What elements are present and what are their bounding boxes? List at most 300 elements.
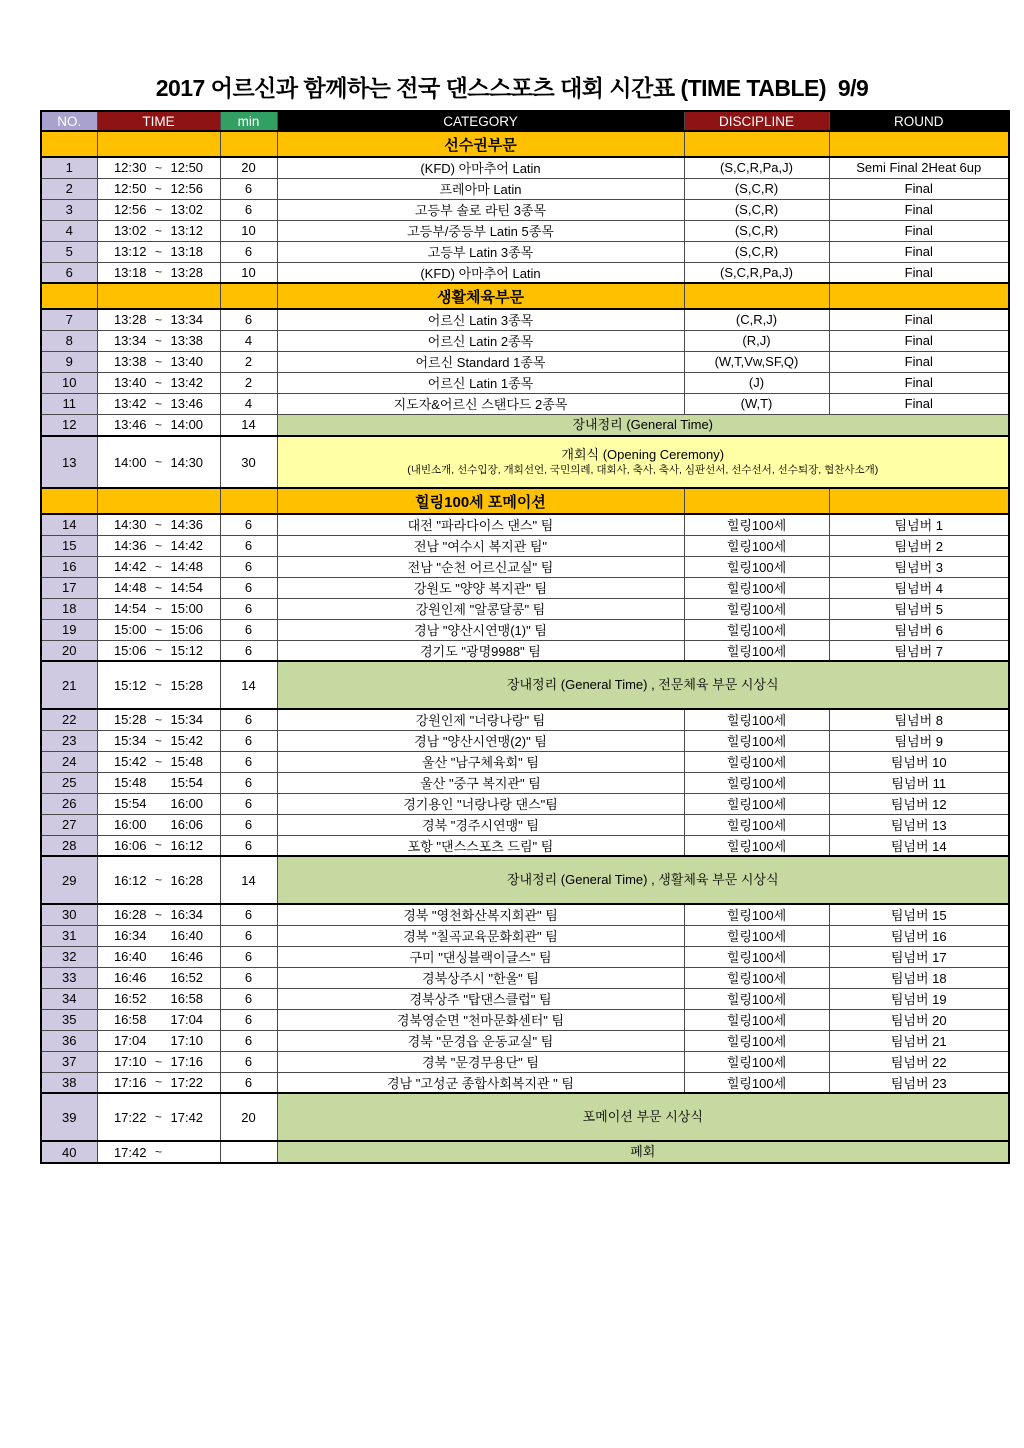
cell-time [97, 1009, 220, 1030]
time-start: 17:10 [113, 1054, 147, 1069]
cell-no: 30 [41, 904, 97, 925]
table-row [41, 856, 1009, 904]
cell-discipline: 힐링100세 [684, 814, 829, 835]
time-range [98, 838, 220, 853]
cell-round: Final [829, 220, 1009, 241]
cell-round: 팀넘버 1 [829, 514, 1009, 535]
time-start: 16:34 [113, 928, 147, 943]
time-range [98, 907, 220, 922]
cell-category: 전남 "순천 어르신교실" 팀 [277, 556, 684, 577]
section-row [41, 131, 1009, 157]
cell-discipline: (J) [684, 372, 829, 393]
cell-no: 7 [41, 309, 97, 330]
cell-category: (KFD) 아마추어 Latin [277, 262, 684, 283]
cell-round: 팀넘버 9 [829, 730, 1009, 751]
merged-main-text: 장내정리 (General Time) [572, 416, 714, 432]
cell-time [97, 772, 220, 793]
time-range [98, 181, 220, 196]
cell-min: 6 [220, 946, 277, 967]
col-header-no: NO. [41, 111, 97, 131]
cell-category: 경북 "문경무용단" 팀 [277, 1051, 684, 1072]
cell-min: 6 [220, 730, 277, 751]
merged-main-text: 개회식 (Opening Ceremony) [561, 447, 725, 463]
table-row [41, 619, 1009, 640]
cell-time [97, 309, 220, 330]
cell-round: 팀넘버 15 [829, 904, 1009, 925]
time-end: 16:58 [170, 991, 204, 1006]
cell-round: 팀넘버 3 [829, 556, 1009, 577]
time-end: 13:46 [170, 396, 204, 411]
cell-time [97, 640, 220, 661]
merged-main-text: 장내정리 (General Time) , 전문체육 부문 시상식 [506, 677, 779, 693]
cell-time [97, 262, 220, 283]
cell-no [41, 131, 97, 157]
cell-no: 4 [41, 220, 97, 241]
table-row [41, 393, 1009, 414]
cell-no: 5 [41, 241, 97, 262]
time-range [98, 559, 220, 574]
time-range [98, 244, 220, 259]
time-end: 17:04 [170, 1012, 204, 1027]
cell-round: 팀넘버 4 [829, 577, 1009, 598]
page-title: 2017 어르신과 함께하는 전국 댄스스포츠 대회 시간표 (TIME TABLE) 9/9 [155, 75, 869, 101]
time-separator: ~ [154, 265, 162, 280]
cell-no: 25 [41, 772, 97, 793]
time-start: 16:46 [113, 970, 147, 985]
cell-time [97, 793, 220, 814]
section-row [41, 488, 1009, 514]
cell-min: 6 [220, 814, 277, 835]
cell-merged [277, 661, 1009, 709]
time-end: 13:18 [170, 244, 204, 259]
time-separator: ~ [154, 678, 162, 692]
cell-no: 32 [41, 946, 97, 967]
cell-min: 10 [220, 262, 277, 283]
time-start: 15:34 [113, 733, 147, 748]
cell-time [97, 372, 220, 393]
cell-no: 8 [41, 330, 97, 351]
table-row [41, 709, 1009, 730]
time-start: 13:46 [113, 417, 147, 433]
cell-time [97, 904, 220, 925]
table-row [41, 751, 1009, 772]
cell-round: 팀넘버 20 [829, 1009, 1009, 1030]
cell-category: 고등부 Latin 3종목 [277, 241, 684, 262]
cell-no: 12 [41, 414, 97, 436]
time-range [98, 643, 220, 658]
cell-category: 경북영순면 "천마문화센터" 팀 [277, 1009, 684, 1030]
time-separator: ~ [154, 417, 162, 432]
cell-category: 강원인제 "너랑나랑" 팀 [277, 709, 684, 730]
time-start: 15:00 [113, 622, 147, 637]
cell-time [97, 330, 220, 351]
cell-discipline: 힐링100세 [684, 904, 829, 925]
time-range [98, 1033, 220, 1048]
cell-discipline: 힐링100세 [684, 709, 829, 730]
cell-round: 팀넘버 6 [829, 619, 1009, 640]
cell-no: 21 [41, 661, 97, 709]
timetable [40, 110, 1010, 1164]
cell-min: 20 [220, 1093, 277, 1141]
cell-discipline: (S,C,R) [684, 178, 829, 199]
cell-round: 팀넘버 13 [829, 814, 1009, 835]
time-end: 15:42 [170, 733, 204, 748]
time-start: 16:06 [113, 837, 147, 853]
cell-no: 27 [41, 814, 97, 835]
cell-discipline: 힐링100세 [684, 577, 829, 598]
cell-no: 23 [41, 730, 97, 751]
cell-no: 39 [41, 1093, 97, 1141]
time-separator: ~ [154, 1110, 162, 1124]
time-range [98, 396, 220, 411]
time-end: 16:06 [170, 817, 204, 832]
cell-no: 19 [41, 619, 97, 640]
time-range [98, 375, 220, 390]
cell-discipline: 힐링100세 [684, 640, 829, 661]
cell-min: 6 [220, 640, 277, 661]
cell-no: 3 [41, 199, 97, 220]
time-start: 14:36 [113, 538, 147, 553]
time-end: 16:00 [170, 796, 204, 811]
time-end: 17:10 [170, 1033, 204, 1048]
cell-discipline: 힐링100세 [684, 1009, 829, 1030]
cell-min: 6 [220, 309, 277, 330]
time-start: 14:54 [113, 601, 147, 616]
cell-time [97, 1093, 220, 1141]
time-start: 13:42 [113, 396, 147, 411]
table-row [41, 514, 1009, 535]
cell-discipline: (S,C,R,Pa,J) [684, 262, 829, 283]
cell-min [220, 283, 277, 309]
cell-no: 16 [41, 556, 97, 577]
time-start: 15:06 [113, 642, 147, 658]
cell-round: Final [829, 309, 1009, 330]
time-range [98, 733, 220, 748]
time-start: 14:42 [113, 559, 147, 574]
cell-round: 팀넘버 10 [829, 751, 1009, 772]
cell-round: 팀넘버 7 [829, 640, 1009, 661]
cell-discipline: (W,T) [684, 393, 829, 414]
time-range [98, 223, 220, 238]
cell-category: 경북상주시 "한울" 팀 [277, 967, 684, 988]
cell-category: 경북상주 "탑댄스클럽" 팀 [277, 988, 684, 1009]
cell-time [97, 1030, 220, 1051]
cell-time [97, 661, 220, 709]
cell-category: 어르신 Latin 1종목 [277, 372, 684, 393]
time-end: 14:54 [170, 580, 204, 595]
time-end: 12:50 [170, 160, 204, 176]
table-row [41, 372, 1009, 393]
table-row [41, 199, 1009, 220]
cell-time [97, 283, 220, 309]
cell-no [41, 488, 97, 514]
cell-no: 34 [41, 988, 97, 1009]
cell-category: 어르신 Standard 1종목 [277, 351, 684, 372]
cell-min: 6 [220, 514, 277, 535]
cell-no: 22 [41, 709, 97, 730]
header-row [41, 111, 1009, 131]
cell-discipline: 힐링100세 [684, 835, 829, 856]
merged-sub-text: (내빈소개, 선수입장, 개회선언, 국민의례, 대회사, 축사, 축사, 심판선서, 선수선서, 선수퇴장, 협찬사소개) [407, 463, 879, 476]
cell-no: 31 [41, 925, 97, 946]
cell-round: 팀넘버 18 [829, 967, 1009, 988]
cell-time [97, 988, 220, 1009]
cell-time [97, 556, 220, 577]
time-range [98, 580, 220, 595]
cell-round: Final [829, 199, 1009, 220]
time-range [98, 160, 220, 175]
time-separator: ~ [154, 517, 162, 532]
cell-min: 6 [220, 1072, 277, 1093]
time-end: 15:12 [170, 642, 204, 658]
time-separator: ~ [154, 202, 162, 217]
cell-round: Final [829, 330, 1009, 351]
merged-main-text: 폐회 [630, 1144, 656, 1160]
cell-discipline: 힐링100세 [684, 730, 829, 751]
cell-discipline: 힐링100세 [684, 946, 829, 967]
cell-min: 6 [220, 1030, 277, 1051]
time-start: 17:16 [113, 1074, 147, 1090]
time-end: 13:02 [170, 202, 204, 217]
cell-min: 6 [220, 793, 277, 814]
table-row [41, 1141, 1009, 1163]
cell-time [97, 436, 220, 488]
time-separator: ~ [154, 907, 162, 922]
cell-min: 6 [220, 967, 277, 988]
time-range [98, 970, 220, 985]
cell-round [829, 488, 1009, 514]
cell-discipline: 힐링100세 [684, 751, 829, 772]
cell-min: 30 [220, 436, 277, 488]
cell-category: 경남 "고성군 종합사회복지관 " 팀 [277, 1072, 684, 1093]
time-range [98, 991, 220, 1006]
cell-min: 2 [220, 372, 277, 393]
time-end: 14:42 [170, 538, 204, 553]
cell-no: 40 [41, 1141, 97, 1163]
cell-no: 2 [41, 178, 97, 199]
cell-discipline [684, 283, 829, 309]
time-start: 16:28 [113, 907, 147, 923]
cell-category: (KFD) 아마추어 Latin [277, 157, 684, 178]
cell-min: 6 [220, 556, 277, 577]
table-row [41, 1072, 1009, 1093]
col-header-category: CATEGORY [277, 111, 684, 131]
cell-round [829, 131, 1009, 157]
time-separator: ~ [154, 733, 162, 748]
cell-discipline: 힐링100세 [684, 1051, 829, 1072]
cell-time [97, 1072, 220, 1093]
table-row [41, 835, 1009, 856]
cell-min: 4 [220, 393, 277, 414]
time-start: 16:52 [113, 991, 147, 1006]
cell-min: 14 [220, 856, 277, 904]
time-start: 15:12 [113, 677, 147, 693]
cell-round: 팀넘버 22 [829, 1051, 1009, 1072]
cell-min: 6 [220, 241, 277, 262]
cell-category: 경북 "경주시연맹" 팀 [277, 814, 684, 835]
time-start: 16:40 [113, 949, 147, 964]
table-row [41, 1051, 1009, 1072]
cell-time [97, 241, 220, 262]
cell-no: 37 [41, 1051, 97, 1072]
time-range [98, 1145, 220, 1160]
cell-min: 6 [220, 535, 277, 556]
cell-category: 경북 "문경읍 운동교실" 팀 [277, 1030, 684, 1051]
time-range [98, 333, 220, 348]
time-end: 16:34 [170, 907, 204, 923]
cell-time [97, 967, 220, 988]
cell-round [829, 283, 1009, 309]
cell-no: 33 [41, 967, 97, 988]
cell-category: 경기도 "광명9988" 팀 [277, 640, 684, 661]
cell-no: 29 [41, 856, 97, 904]
cell-discipline: (W,T,Vw,SF,Q) [684, 351, 829, 372]
cell-round: Semi Final 2Heat 6up [829, 157, 1009, 178]
cell-category: 강원인제 "알콩달콩" 팀 [277, 598, 684, 619]
time-separator: ~ [154, 181, 162, 196]
cell-min [220, 1141, 277, 1163]
cell-min: 6 [220, 1051, 277, 1072]
table-row [41, 262, 1009, 283]
time-start: 16:58 [113, 1012, 147, 1027]
time-end: 15:06 [170, 622, 204, 637]
time-range [98, 1075, 220, 1090]
time-range [98, 601, 220, 616]
cell-round: Final [829, 241, 1009, 262]
col-header-round: ROUND [829, 111, 1009, 131]
cell-time [97, 1051, 220, 1072]
table-row [41, 661, 1009, 709]
cell-category: 어르신 Latin 3종목 [277, 309, 684, 330]
time-separator: ~ [154, 354, 162, 369]
time-start: 12:30 [113, 160, 147, 176]
time-separator: ~ [154, 622, 162, 637]
cell-time [97, 414, 220, 436]
cell-time [97, 351, 220, 372]
cell-time [97, 730, 220, 751]
time-end: 12:56 [170, 181, 204, 196]
cell-time [97, 709, 220, 730]
cell-merged [277, 414, 1009, 436]
time-range [98, 817, 220, 832]
cell-discipline: (S,C,R) [684, 199, 829, 220]
time-end: 15:54 [170, 775, 204, 790]
cell-category: 고등부 솔로 라틴 3종목 [277, 199, 684, 220]
cell-no: 9 [41, 351, 97, 372]
cell-time [97, 835, 220, 856]
cell-no: 36 [41, 1030, 97, 1051]
cell-discipline [684, 131, 829, 157]
cell-no: 15 [41, 535, 97, 556]
cell-no: 24 [41, 751, 97, 772]
time-range [98, 417, 220, 432]
time-start: 15:48 [113, 775, 147, 790]
time-end: 15:00 [170, 601, 204, 616]
time-separator: ~ [154, 538, 162, 553]
cell-time [97, 131, 220, 157]
time-range [98, 1110, 220, 1125]
cell-round: 팀넘버 8 [829, 709, 1009, 730]
time-end: 13:12 [170, 223, 204, 238]
time-end: 17:16 [170, 1054, 204, 1069]
cell-category: 포항 "댄스스포츠 드림" 팀 [277, 835, 684, 856]
cell-discipline: 힐링100세 [684, 1030, 829, 1051]
time-separator: ~ [154, 754, 162, 769]
cell-min: 6 [220, 988, 277, 1009]
time-start: 13:34 [113, 333, 147, 348]
table-row [41, 967, 1009, 988]
time-end: 15:34 [170, 712, 204, 728]
time-end: 15:48 [170, 754, 204, 769]
cell-min: 10 [220, 220, 277, 241]
cell-discipline: 힐링100세 [684, 772, 829, 793]
time-end: 13:28 [170, 264, 204, 280]
cell-time [97, 157, 220, 178]
time-separator: ~ [154, 559, 162, 574]
time-start: 14:00 [113, 454, 147, 470]
cell-round: 팀넘버 23 [829, 1072, 1009, 1093]
time-range [98, 949, 220, 964]
cell-merged [277, 436, 1009, 488]
time-separator: ~ [154, 455, 162, 469]
cell-discipline: 힐링100세 [684, 598, 829, 619]
cell-min: 6 [220, 178, 277, 199]
col-header-discipline: DISCIPLINE [684, 111, 829, 131]
cell-round: 팀넘버 12 [829, 793, 1009, 814]
cell-min: 6 [220, 577, 277, 598]
time-range [98, 517, 220, 532]
time-range [98, 1012, 220, 1027]
cell-category: 경북 "칠곡교육문화회관" 팀 [277, 925, 684, 946]
col-header-time: TIME [97, 111, 220, 131]
table-row [41, 640, 1009, 661]
table-row [41, 772, 1009, 793]
time-separator: ~ [154, 1075, 162, 1090]
cell-min [220, 488, 277, 514]
time-separator: ~ [154, 643, 162, 658]
cell-min: 6 [220, 904, 277, 925]
cell-discipline: 힐링100세 [684, 535, 829, 556]
cell-no: 38 [41, 1072, 97, 1093]
cell-min [220, 131, 277, 157]
time-start: 13:40 [113, 375, 147, 390]
time-start: 13:18 [113, 264, 147, 280]
time-range [98, 754, 220, 769]
time-end: 16:52 [170, 970, 204, 985]
table-row [41, 220, 1009, 241]
time-start: 17:42 [113, 1144, 147, 1160]
cell-time [97, 178, 220, 199]
time-separator: ~ [154, 160, 162, 175]
time-start: 15:42 [113, 754, 147, 769]
time-range [98, 775, 220, 790]
merged-main-text: 장내정리 (General Time) , 생활체육 부문 시상식 [506, 872, 779, 888]
cell-no [41, 283, 97, 309]
time-separator: ~ [154, 312, 162, 327]
time-separator: ~ [154, 1054, 162, 1069]
time-range [98, 538, 220, 553]
time-separator: ~ [154, 244, 162, 259]
cell-round: 팀넘버 2 [829, 535, 1009, 556]
table-row [41, 946, 1009, 967]
cell-round: Final [829, 262, 1009, 283]
cell-merged [277, 856, 1009, 904]
cell-min: 4 [220, 330, 277, 351]
time-separator: ~ [154, 873, 162, 887]
cell-discipline: 힐링100세 [684, 619, 829, 640]
table-row [41, 414, 1009, 436]
section-row [41, 283, 1009, 309]
